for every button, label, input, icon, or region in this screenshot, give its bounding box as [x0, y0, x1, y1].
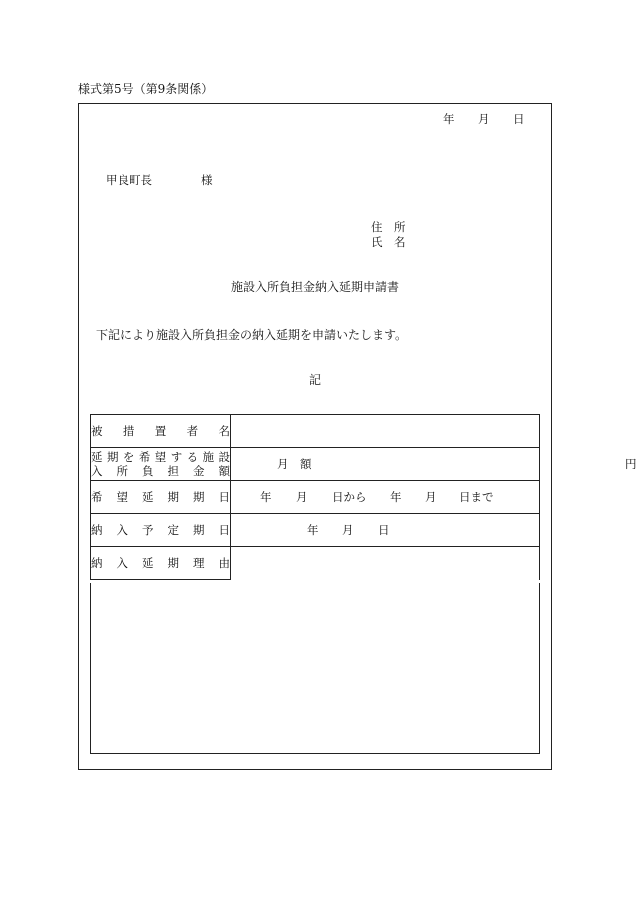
body-text: 下記により施設入所負担金の納入延期を申請いたします。	[96, 328, 408, 342]
label-char: 由	[218, 556, 230, 570]
desired-period-label-cell	[91, 481, 231, 514]
desired-until: 日まで	[459, 490, 494, 504]
label-char: 予	[142, 523, 154, 537]
details-table	[90, 414, 637, 580]
ki-heading: 記	[308, 373, 321, 387]
scheduled-month: 月	[342, 523, 354, 537]
reason-text-area[interactable]	[90, 583, 540, 754]
label-char: 負	[142, 464, 154, 478]
label-char: 延	[91, 450, 103, 464]
reason-header-blank	[231, 547, 540, 580]
label-char: 望	[116, 490, 128, 504]
label-char: 入	[116, 523, 128, 537]
desired-year2: 年	[390, 490, 402, 504]
label-char: 納	[91, 523, 103, 537]
label-char: 定	[167, 523, 179, 537]
label-char: 期	[167, 490, 179, 504]
desired-period-label	[91, 489, 230, 505]
label-char: る	[186, 450, 199, 464]
table-row	[91, 448, 540, 481]
label-char: 名	[218, 424, 230, 438]
form-id: 様式第5号（第9条関係）	[78, 82, 214, 96]
label-char: 納	[91, 556, 103, 570]
label-char: 期	[193, 523, 205, 537]
label-char: を	[122, 450, 135, 464]
scheduled-date-label-cell	[91, 514, 231, 547]
label-char: 日	[218, 490, 230, 504]
date-year-label: 年	[443, 112, 455, 126]
label-char: 額	[218, 464, 230, 478]
label-char: 設	[218, 450, 230, 464]
reason-label	[91, 555, 230, 571]
table-row	[91, 514, 540, 547]
desired-year1: 年	[260, 490, 272, 504]
label-char: 入	[116, 556, 128, 570]
label-char: 延	[142, 490, 154, 504]
reason-label-cell	[91, 547, 231, 580]
table-row	[91, 481, 540, 514]
amount-label-cell	[91, 448, 231, 481]
label-char: 理	[193, 556, 205, 570]
label-char: す	[170, 450, 183, 464]
label-char: 担	[167, 464, 179, 478]
label-char: 施	[202, 450, 215, 464]
label-char: 者	[186, 424, 199, 438]
label-char: 措	[122, 424, 135, 438]
document-title: 施設入所負担金納入延期申請書	[230, 280, 399, 294]
scheduled-date-value-cell[interactable]	[231, 514, 540, 547]
amount-label-line1	[91, 450, 230, 464]
amount-value-cell[interactable]	[231, 448, 637, 481]
label-char: 期	[193, 490, 205, 504]
date-day-label: 日	[513, 112, 525, 126]
amount-label-line2	[91, 464, 230, 478]
measured-person-label-cell	[91, 415, 231, 448]
yen-label: 円	[625, 457, 637, 471]
desired-month1: 月	[296, 490, 308, 504]
label-char: 望	[154, 450, 167, 464]
measured-person-label	[91, 423, 230, 439]
desired-month2: 月	[425, 490, 437, 504]
label-char: 希	[138, 450, 151, 464]
label-char: 金	[193, 464, 205, 478]
scheduled-day: 日	[378, 523, 390, 537]
scheduled-date-label	[91, 522, 230, 538]
table-row	[91, 547, 540, 580]
name-label: 氏 名	[371, 235, 406, 249]
desired-period-value-cell[interactable]	[231, 481, 540, 514]
label-char: 期	[106, 450, 119, 464]
label-char: 被	[91, 424, 103, 438]
label-char: 日	[218, 523, 230, 537]
address-label: 住 所	[371, 220, 406, 234]
label-char: 置	[154, 424, 167, 438]
label-char: 入	[91, 464, 103, 478]
monthly-label: 月 額	[277, 457, 312, 471]
measured-person-value-cell[interactable]	[231, 415, 540, 448]
label-char: 期	[167, 556, 179, 570]
label-char: 希	[91, 490, 103, 504]
label-char: 所	[116, 464, 128, 478]
label-char: 延	[142, 556, 154, 570]
desired-from: 日から	[332, 490, 367, 504]
table-row	[91, 415, 540, 448]
date-month-label: 月	[478, 112, 490, 126]
addressee-name: 甲良町長	[106, 173, 152, 187]
addressee-honorific: 様	[201, 173, 213, 187]
scheduled-year: 年	[307, 523, 319, 537]
